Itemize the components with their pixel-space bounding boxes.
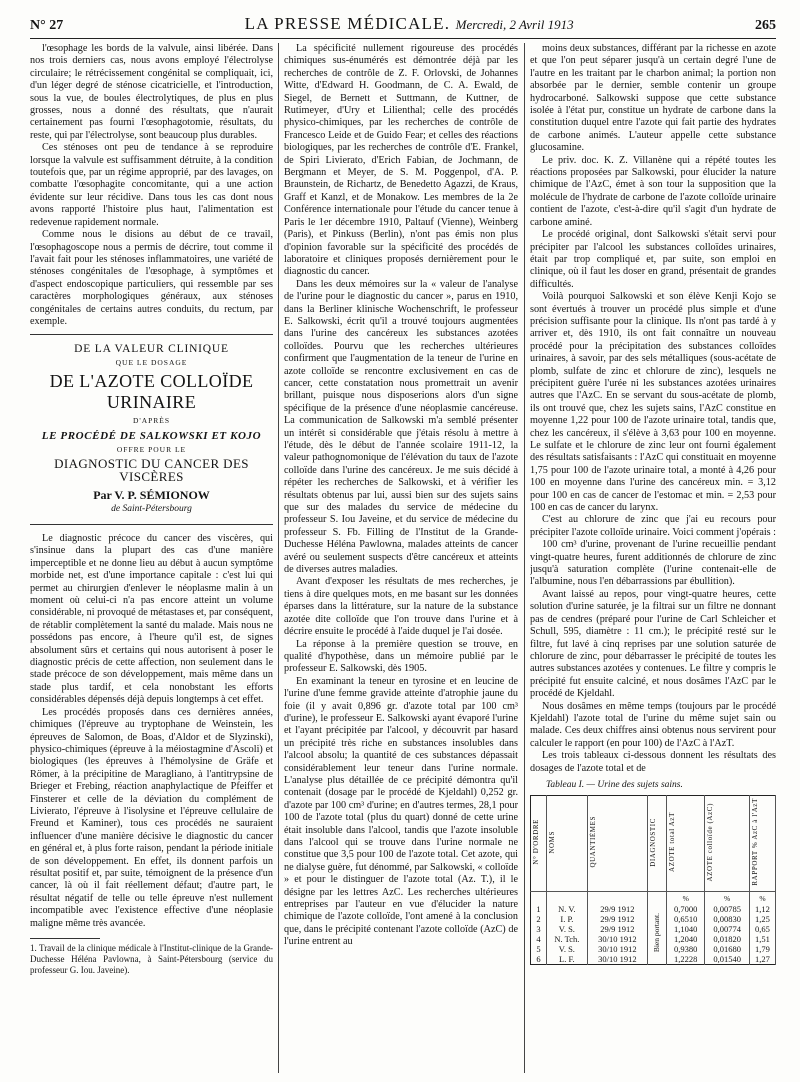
author-byline: Par V. P. SÉMIONOW [93, 488, 210, 503]
page-number: 265 [754, 18, 776, 33]
paragraph: Le procédé original, dont Salkowski s'était servi pour précipiter par l'alcool les substances colloïdes urinaires, était par trop compliqué et, par suite, son emploi en clinique, où il faut les doser en grand, présentait de grandes difficultés. [530, 229, 776, 290]
table-cell: 0,01680 [705, 944, 750, 954]
table-cell: I. P. [547, 914, 588, 924]
table-cell: 0,7000 [667, 904, 705, 914]
paragraph: 100 cm³ d'urine, provenant de l'urine recueillie pendant vingt-quatre heures, furent additionnés de chlorure de zinc jusqu'à saturation complète (l'urine contenait-elle de l'albumine, nous l'en débarrassions par ébullition). [530, 539, 776, 588]
paragraph: La réponse à la première question se trouve, en qualité d'hypothèse, dans un mémoire publié par le professeur E. Salkowski, dès 1905. [284, 638, 518, 675]
table-header-row [531, 796, 776, 892]
title-main: DE L'AZOTE COLLOÏDE URINAIRE [49, 371, 254, 413]
paragraph: Les procédés proposés dans ces dernières années, chimiques (l'épreuve au tryptophane de Weinstein, les épreuves de Salomon, de Boas, d'Aldor et de Slyzinski), physico-chimiques (épreuve à la méiostagmine d'Ascoli) et biologiques (les épreuves à l'hémolysine de Gräfe et Römer, à la précipitine de Maragliano, à l'antitrypsine de Brieger et Frebing, réaction anaphylactique de Pfeiffer et Finsterer et celle de la déviation du complément de Livierato, l'épreuve à l'isolysine et l'épreuve cellulaire de Freund et Kaminer), tous ces procédés ne sauraient influencer d'une manière décisive le diagnostic du cancer en général et, à plus forte raison, pendant la période initiale de son développement. En effet, ils donnent parfois un résultat positif et, par suite, témoignent de la présence d'un cancer, là où il fait réellement défaut; d'autre part, le résultat négatif de telle ou telle épreuve n'est nullement incompatible avec l'existence effective d'une néoplasie maligne même très avancée. [30, 706, 273, 929]
title-line: DE LA VALEUR CLINIQUE [74, 343, 229, 356]
header-rule [30, 38, 776, 39]
table-cell: 6 [531, 954, 547, 965]
title-line: D'APRÈS [132, 416, 171, 426]
table-cell: 1,2228 [667, 954, 705, 965]
paragraph: En examinant la teneur en tyrosine et en leucine de l'urine d'une femme gravide atteinte d'atrophie jaune du foie (il y avait 0,896 gr. d'azote total par 100 cm³ d'urine), le professeur E. Salkowski ayant évaporé l'urine et l'ayant précipitée par l'alcool, y découvrit par hasard un précipité très riche en substances insolubles dans l'alcool absolu; la quantité de ces substances dépassait considérablement leur teneur dans l'urine normale. L'analyse plus détaillée de ce précipité démontra qu'il contenait (dosage par le procédé de Kjeldahl) 0,252 gr. d'azote par 100 cm³ d'urine; en d'autres termes, 28,1 pour 100 de l'azote total (plus du quart) donné de cette urine était insoluble dans l'alcool, tandis que l'azote insoluble dans l'alcool qui se trouve dans l'urine normale ne constitue que 3,5 pour 100 de l'azote total. Cet azote, qui ne dialyse guère, fut dénommé, par Salkowski, « colloïde » et pour le distinguer de l'azote total (Az. T.), il le désigne par les lettres AzC. Les recherches ultérieures entreprises par l'auteur en vue d'élucider la nature chimique de l'azote colloïde, l'ont amené à la conclusion que, dans le précipité contenant l'azote colloïde (AzC) de l'urine entrent au [284, 675, 518, 948]
table-cell: 1 [531, 904, 547, 914]
table-cell: 0,01820 [705, 934, 750, 944]
diagnosis-cell: Bien portant. [648, 904, 667, 965]
paragraph: Avant laissé au repos, pour vingt-quatre heures, cette solution d'urine saturée, je la filtrai sur un filtre ne donnant pas de cendres (préparé pour l'urine de Carl Schleicher et Schull, 595, diamètre : 11 cm.); le précipité resté sur le filtre, fut lavé à cinq reprises par une solution saturée de chlorure de zinc, pour débarrasser le précipité de toutes les autres substances azotées y contenues. Le filtre y compris le précipité fut ensuite calciné, et nous dosâmes l'AzC par le procédé de Kjeldahl. [530, 588, 776, 700]
page-header [30, 14, 776, 38]
article-title-block [30, 334, 273, 525]
footnote-rule [30, 938, 100, 939]
table-cell: 1,27 [749, 954, 775, 965]
issue-number: N° 27 [30, 18, 64, 33]
table-row [531, 904, 776, 914]
paragraph: Comme nous le disions au début de ce travail, l'œsophagoscope nous a permis de décrire, tout comme il l'avait fait pour les sténoses inflammatoires, une variété de sténoses congénitales de l'œsophage, à symptômes et d'aspect endoscopique particuliers, qui ressemble par ses caractères morphologiques généraux, aux sténoses congénitales de certains autres conduits, du rectum, par exemple. [30, 229, 273, 327]
table-cell: 1,25 [749, 914, 775, 924]
table-cell: 1,12 [749, 904, 775, 914]
table-cell: 30/10 1912 [587, 934, 647, 944]
paragraph: Dans les deux mémoires sur la « valeur de l'analyse de l'urine pour le diagnostic du cancer », parus en 1910, dans la Berliner klinische Wochenschrift, le professeur E. Salkowski, écrit qu'il a trouvé toujours augmentées dans l'urine des cancéreux les substances azotées colloïdes. Pourvu que les recherches ultérieures confirment que l'augmentation de la teneur de l'urine en azote colloïde se rencontre exclusivement en cas de cancer, cette constatation nous promettrait un avenir brillant, puisque nous disposerions alors d'un signe spécifique de la présence d'une néoplasmie cancéreuse. La communication de Salkowski m'a semblé présenter un intérêt si considérable que j'étais résolu à mettre à l'étude, dès le début de l'année scolaire 1911-12, la valeur pathognomonique de l'élévation du taux de l'azote colloïde dans l'urine des cancéreux. Je me suis décidé à répéter les recherches de Salkowski, et à vérifier les résultats obtenus par lui, aussi bien sur des sujets sains que sur des malades du service de médecine du professeur S. Iou Javeine, et du service de médecine du professeur S. Fb. Filling de l'Institut de la Grande-Duchesse Héléna Pawlowna, malades atteints de cancer avéré ou seulement suspects d'être cancéreux et atteints de diverses autres maladies. [284, 278, 518, 576]
paragraph: Le priv. doc. K. Z. Villanène qui a répété toutes les réactions proposées par Salkowski, pour élucider la nature chimique de l'AzC, émet à son tour la supposition que la molécule de l'hydrate de carbone de l'azote colloïde urinaire contient de l'azote, c'est-à-dire qu'il s'agit d'un hydrate de carbone aminé. [530, 154, 776, 228]
paragraph: C'est au chlorure de zinc que j'ai eu recours pour précipiter l'azote colloïde urinaire. Voici comment j'opérais : [530, 514, 776, 538]
data-table [530, 795, 776, 965]
esophagus-article-end [30, 43, 273, 328]
table-cell: 0,00785 [705, 904, 750, 914]
table-header: QUANTIÈMES [587, 796, 647, 892]
table-cell: 29/9 1912 [587, 924, 647, 934]
table-cell: 0,00830 [705, 914, 750, 924]
author-place: de Saint-Pétersbourg [111, 503, 192, 514]
table-cell: 30/10 1912 [587, 954, 647, 965]
paragraph: Les trois tableaux ci-dessous donnent les résultats des dosages de l'azote total et de [530, 750, 776, 774]
table-header: N° D'ORDRE [531, 796, 547, 892]
column-rule [524, 43, 525, 1073]
table-cell: % [705, 891, 750, 904]
issue-date: Mercredi, 2 Avril 1913 [455, 17, 574, 32]
table-cell: % [667, 891, 705, 904]
masthead [245, 14, 574, 34]
table-cell: N. Tch. [547, 934, 588, 944]
table-cell: N. V. [547, 904, 588, 914]
paragraph: Le diagnostic précoce du cancer des viscères, qui s'insinue dans la plupart des cas d'une manière imperceptible et ne donne lieu au début à aucun symptôme morbide net, est d'une importance capitale : c'est lui qui permet au chirurgien d'enlever le néoplasme malin à un moment où celui-ci n'a pas encore atteint un volume considérable, ni provoqué de métastases et, par conséquent, de rétablir complètement la santé du malade. Mais nous ne possédons pas encore, à l'heure qu'il est, de signes absolument sûrs et certains qui nous autorisent à poser le diagnostic précis de cette affection, non seulement dans le stade précoce de son développement, mais même dans un stade plus tardif, et cela nonobstant les efforts considérables dépensés déjà depuis longtemps à cet effet. [30, 533, 273, 706]
title-line: DIAGNOSTIC DU CANCER DES VISCÈRES [54, 456, 249, 484]
table-cell: 1,1040 [667, 924, 705, 934]
column-3 [530, 43, 776, 1073]
paragraph: Ces sténoses ont peu de tendance à se reproduire lorsque la valvule est suffisamment détruite, à la condition toutefois que, par un régime approprié, par des lavages, on combatte l'œsophagite concomitante, qui a une action évidente sur leur récidive. Dans tous les cas dont nous avons rapporté l'histoire plus haut, l'alimentation est redevenue rapidement normale. [30, 142, 273, 228]
table-cell: L. F. [547, 954, 588, 965]
table-cell: 29/9 1912 [587, 914, 647, 924]
table-header: AZOTE total AzT [667, 796, 705, 892]
table-header: DIAGNOSTIC [648, 796, 667, 892]
table-cell: 1,51 [749, 934, 775, 944]
table-cell: 2 [531, 914, 547, 924]
title-line: QUE LE DOSAGE [115, 357, 188, 367]
table-cell: V. S. [547, 924, 588, 934]
table-cell: 0,6510 [667, 914, 705, 924]
column-1 [30, 43, 273, 1073]
table-cell: 29/9 1912 [587, 904, 647, 914]
title-line: LE PROCÉDÉ DE SALKOWSKI ET KOJO [41, 429, 262, 442]
table-cell: 0,00774 [705, 924, 750, 934]
table-cell: 1,79 [749, 944, 775, 954]
table-cell: 1,2040 [667, 934, 705, 944]
table-cell: 4 [531, 934, 547, 944]
table-cell: 30/10 1912 [587, 944, 647, 954]
paragraph: Voilà pourquoi Salkowski et son élève Kenji Kojo se sont évertués à trouver un procédé plus simple et d'une précision suffisante pour la clinique. Ils n'ont pas tardé à y arriver et, dès 1910, ils ont fait connaître un nouveau procédé pour la précipitation des substances colloïdes urinaires, à savoir, par des sels métalliques (sous-acétate de plomb, sulfate de zinc et chlorure de zinc), lesquels ne précipitent guère l'urée ni les substances azotées urinaires autres que l'AzC. En se servant du sous-acétate de plomb, ils ont trouvé que, chez les sujets sains, l'AzC constitue en moyenne 1,22 pour 100 de l'azote urinaire total, tandis que, chez les cancéreux, il s'élève à 3,63 pour 100 en moyenne. Le sulfate et le chlorure de zinc leur ont fourni également des résultats satisfaisants : l'AzC qui constituait en moyenne 1,75 pour 100 de l'azote urinaire total, a monté à 4,26 pour 100 en moyenne dans l'urine des cancéreux min. = 3,12 pour 100 en cas de cancer de l'estomac et min. = 2,53 pour 100 en cas de cancer du larynx. [530, 291, 776, 514]
table-cell: % [749, 891, 775, 904]
table-cell: 3 [531, 924, 547, 934]
column-rule [278, 43, 279, 1073]
footnote: 1. Travail de la clinique médicale à l'Institut-clinique de la Grande-Duchesse Héléna Pavlowna, à Saint-Pétersbourg (service du professeur G. Iou. Javeine). [30, 943, 273, 975]
table-cell: 0,01540 [705, 954, 750, 965]
paragraph: moins deux substances, différant par la richesse en azote et que l'on peut séparer jusqu'à un certain degré l'une de l'autre en les traitant par le charbon animal; la portion non absorbée par le dernier, semble contenir un groupe hydrocarboné. Salkowski suppose que cette substance isolée à l'état pur, constitue un hydrate de carbone dans la constitution duquel entre l'azote qui fait partie des hydrates de carbone animés. L'auteur appelle cette substance glucosamine. [530, 43, 776, 154]
table-caption: Tableau I. — Urine des sujets sains. [546, 779, 683, 790]
table-units-row [531, 891, 776, 904]
title-line: OFFRE POUR LE [116, 444, 187, 454]
paragraph: Avant d'exposer les résultats de mes recherches, je tiens à dire quelques mots, en me basant sur les données éparses dans la littérature, sur la nature de la substance azotée dite colloïde que l'on trouve dans l'urine et à décrire ensuite le procédé à l'aide duquel je l'ai dosée. [284, 576, 518, 638]
journal-title: LA PRESSE MÉDICALE. [244, 14, 451, 33]
table-cell: 5 [531, 944, 547, 954]
table-header: RAPPORT % AzC à l'AzT [749, 796, 775, 892]
table-cell: 0,9380 [667, 944, 705, 954]
column-2 [284, 43, 518, 1073]
paragraph: l'œsophage les bords de la valvule, ainsi libérée. Dans nos trois derniers cas, nous avons employé l'électrolyse circulaire; le rétrécissement congénital se compliquait, ici, d'un léger degré de sténose cicatricielle, et l'introduction, sous la vue, de boules électrolytiques, de plus en plus grosses, nous a donné des résultats, que n'aurait certainement pas fourni l'œsophagotomie, résultats, du reste, qui par l'électrolyse, sont beaucoup plus durables. [30, 43, 273, 141]
table-cell: 0,65 [749, 924, 775, 934]
table-header: NOMS [547, 796, 588, 892]
paragraph: Nous dosâmes en même temps (toujours par le procédé Kjeldahl) l'azote total de l'urine du même sujet sain ou malade. Ces deux chiffres ainsi obtenus nous servirent pour calculer le rapport (en pour 100) de l'AzC à l'AzT. [530, 700, 776, 749]
paragraph: La spécificité nullement rigoureuse des procédés chimiques sus-énumérés est démontrée déjà par les recherches de contrôle de Z. F. Orlovski, de Johannes Witte, d'Edward H. Goodmann, de C. A. Ewald, de Siegel, de Bernett et Suttmann, de Kuttner, de Rutimeyer, d'Ury et Lilienthal; celle des procédés physico-chimiques, par les recherches de contrôle de Francesco Leide et de Guido Fear; et celles des réactions biologiques, par les recherches de contrôle d'E. Frankel, de Spiri Livierato, d'Erich Fabian, de Jochmann, de Bergmann et Meyer, de S. M. Poggenpol, d'A. P. Braunstein, de Richartz, de Benedetto Agazzi, de Kraus, Graff et Kanzl, et de Monakow. Les membres de la 2e Conférence internationale pour l'étude du cancer tenue à Paris le 1er décembre 1910, Paltauf (Vienne), Weinberg (Paris), et Pinkuss (Berlin), n'ont pas émis non plus d'opinion favorable sur la spécificité des procédés de laboratoire et cliniques proposés dernièrement pour le diagnostic du cancer. [284, 43, 518, 278]
table-cell: V. S. [547, 944, 588, 954]
table-header: AZOTE colloïde (AzC) [705, 796, 750, 892]
